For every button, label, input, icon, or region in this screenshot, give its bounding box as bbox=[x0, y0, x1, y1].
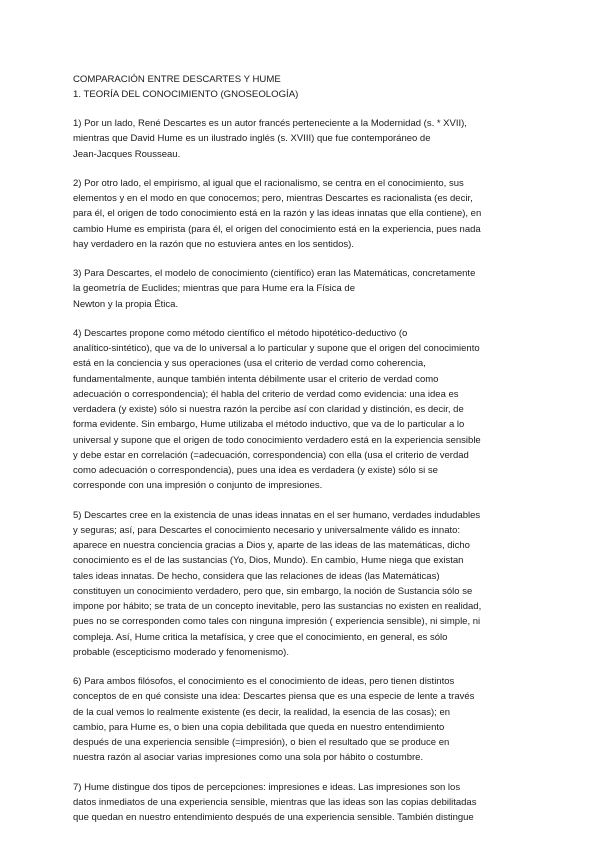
text-line: universal y supone que el origen de todo conocimiento verdadero está en la experiencia sensible bbox=[73, 434, 481, 446]
text-line: 5) Descartes cree en la existencia de unas ideas innatas en el ser humano, verdades indudables bbox=[73, 509, 481, 521]
paragraph-1 bbox=[73, 116, 524, 162]
text-line: elementos y en el modo en que conocemos; pero, mientras Descartes es racionalista (es decir, bbox=[73, 193, 473, 204]
text-line: 1) Por un lado, René Descartes es un autor francés perteneciente a la Modernidad (s. * XVII), bbox=[73, 118, 467, 129]
text-line: nuestra razón al asociar varias impresiones como una sola por hábito o costumbre. bbox=[73, 752, 424, 764]
text-line: después de una experiencia sensible (=impresión), o bien el resultado que se produce en bbox=[73, 737, 450, 748]
paragraph-6 bbox=[73, 674, 524, 766]
text-line: constituyen un conocimiento verdadero, pero que, sin embargo, la noción de Sustancia sólo se bbox=[73, 585, 473, 597]
text-line: para él, el origen de todo conocimiento está en la razón y las ideas innatas que ella contiene), en bbox=[73, 208, 482, 220]
text-line: pues no se corresponden como tales con ninguna impresión ( experiencia sensible), ni simple, ni bbox=[73, 616, 481, 628]
text-line: Newton y la propia Ética. bbox=[73, 298, 179, 310]
text-line: compleja. Así, Hume critica la metafísica, y cree que el conocimiento, en general, es sólo bbox=[73, 631, 448, 643]
text-line: 4) Descartes propone como método científico el método hipotético-deductivo (o bbox=[73, 327, 408, 339]
text-line: como adecuación o correspondencia), pues una idea es verdadera (y existe) sólo si se bbox=[73, 465, 438, 476]
text-line: fundamentalmente, aunque también intenta débilmente usar el criterio de verdad como bbox=[73, 373, 439, 385]
text-line: está en la conciencia y sus operaciones (usa el criterio de verdad como coherencia, bbox=[73, 358, 426, 370]
section-heading: 1. TEORÍA DEL CONOCIMIENTO (GNOSEOLOGÍA) bbox=[73, 89, 299, 100]
text-line: 7) Hume distingue dos tipos de percepciones: impresiones e ideas. Las impresiones son los bbox=[73, 781, 461, 793]
text-line: analítico-sintético), que va de lo universal a lo particular y supone que el origen del conocimiento bbox=[73, 343, 480, 354]
text-line: forma evidente. Sin embargo, Hume utilizaba el método inductivo, que va de lo particular a lo bbox=[73, 419, 465, 431]
text-line: cambio Hume es empirista (para él, el origen del conocimiento está en la experiencia, pues nada bbox=[73, 223, 481, 235]
title-block bbox=[73, 72, 524, 102]
text-line: corresponde con una impresión o conjunto de impresiones. bbox=[73, 480, 323, 492]
text-line: 3) Para Descartes, el modelo de conocimiento (científico) eran las Matemáticas, concretamente bbox=[73, 268, 476, 279]
document-title: COMPARACIÓN ENTRE DESCARTES Y HUME bbox=[73, 74, 281, 85]
text-line: mientras que David Hume es un ilustrado inglés (s. XVIII) que fue contemporáneo de bbox=[73, 133, 431, 145]
text-line: de la cual vemos lo realmente existente (es decir, la realidad, la esencia de las cosas); en bbox=[73, 706, 451, 718]
text-line: tales ideas innatas. De hecho, considera que las relaciones de ideas (las Matemáticas) bbox=[73, 570, 440, 582]
text-line: y debe estar en correlación (=adecuación, correspondencia) con ella (usa el criterio de verdad bbox=[73, 449, 469, 461]
text-line: datos inmediatos de una experiencia sensible, mientras que las ideas son las copias debilitadas bbox=[73, 796, 477, 808]
text-line: conocimiento es el de las sustancias (Yo, Dios, Mundo). En cambio, Hume niega que existan bbox=[73, 555, 464, 567]
text-line: que quedan en nuestro entendimiento después de una experiencia sensible. También distingue bbox=[73, 812, 474, 823]
text-line: cambio, para Hume es, o bien una copia debilitada que queda en nuestro entendimiento bbox=[73, 721, 445, 733]
text-line: 6) Para ambos filósofos, el conocimiento es el conocimiento de ideas, pero tienen distintos bbox=[73, 676, 455, 687]
text-line: 2) Por otro lado, el empirismo, al igual que el racionalismo, se centra en el conocimiento, sus bbox=[73, 177, 464, 189]
text-line: conceptos de en qué consiste una idea: Descartes piensa que es una especie de lente a través bbox=[73, 691, 475, 703]
text-line: la geometría de Euclides; mientras que para Hume era la Física de bbox=[73, 283, 355, 295]
text-line: aparece en nuestra conciencia gracias a Dios y, aparte de las ideas de las matemáticas, dicho bbox=[73, 540, 470, 551]
text-line: Jean-Jacques Rousseau. bbox=[73, 148, 181, 160]
paragraph-3 bbox=[73, 266, 524, 312]
text-line: verdadera (y existe) sólo si nuestra razón la percibe así con claridad y distinción, es decir, de bbox=[73, 404, 464, 415]
text-line: adecuación o correspondencia); él habla del criterio de verdad como evidencia: una idea es bbox=[73, 388, 459, 400]
text-line: hay verdadero en la razón que no estuviera antes en los sentidos). bbox=[73, 238, 354, 250]
text-line: probable (escepticismo moderado y fenomenismo). bbox=[73, 646, 289, 658]
paragraph-5 bbox=[73, 508, 524, 661]
text-line: y seguras; así, para Descartes el conocimiento necesario y universalmente válido es innato: bbox=[73, 524, 461, 536]
paragraph-2 bbox=[73, 176, 524, 252]
body-text bbox=[73, 116, 524, 825]
text-line: impone por hábito; se trata de un concepto inevitable, pero las sustancias no existen en realidad, bbox=[73, 601, 482, 612]
paragraph-7 bbox=[73, 780, 524, 826]
paragraph-4 bbox=[73, 326, 524, 494]
